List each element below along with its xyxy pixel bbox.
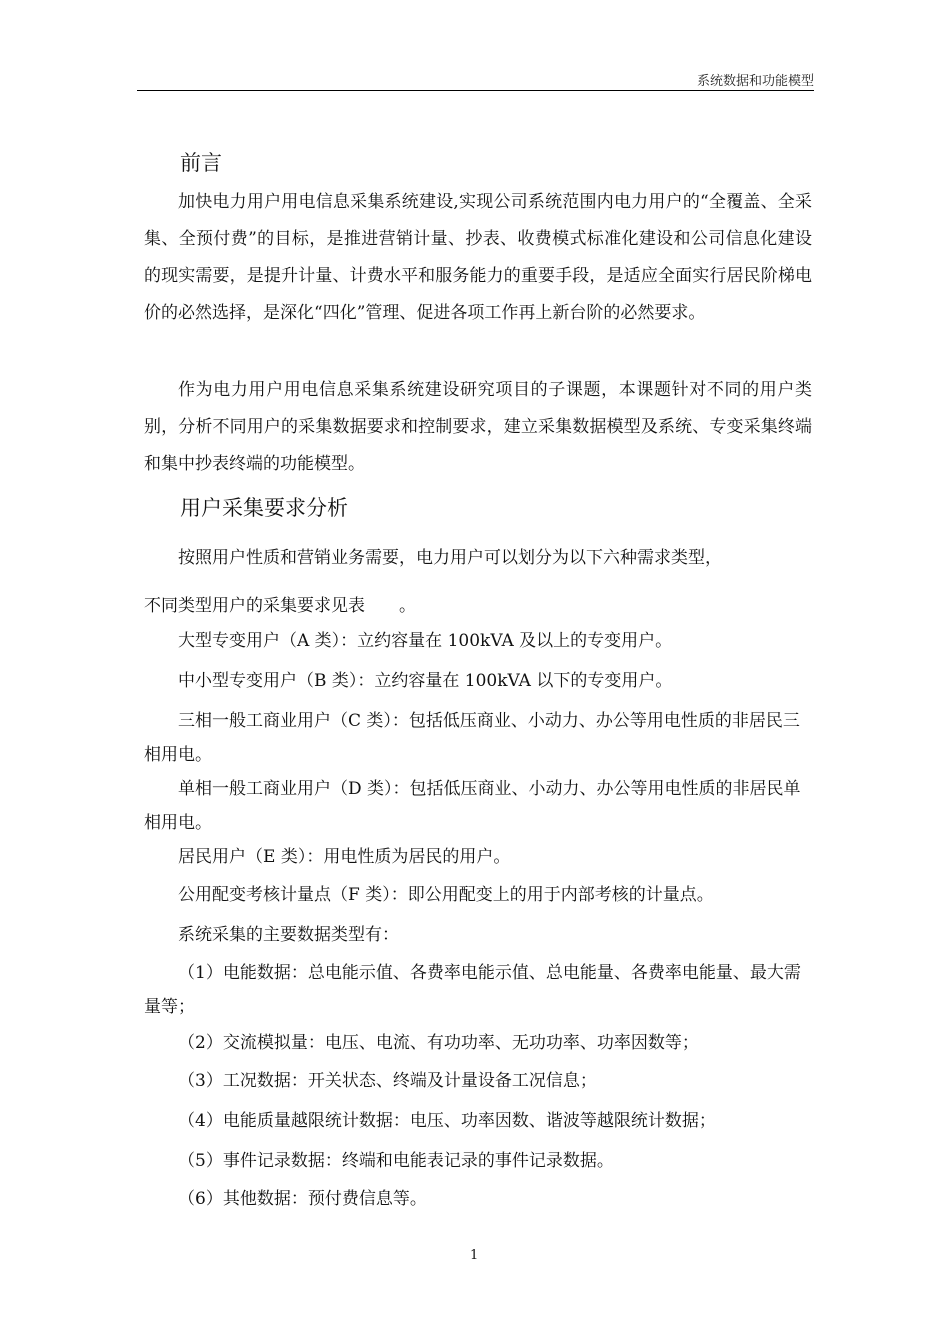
data-type-item: （4）电能质量越限统计数据：电压、功率因数、谐波等越限统计数据；	[178, 1111, 716, 1131]
user-type-item: 单相一般工商业用户（D 类）：包括低压商业、小动力、办公等用电性质的非居民单相用电。	[144, 779, 801, 833]
section-heading-preface: 前言	[180, 151, 222, 175]
user-type-item: 三相一般工商业用户（C 类）：包括低压商业、小动力、办公等用电性质的非居民三相用电。	[144, 711, 800, 765]
paragraph: 不同类型用户的采集要求见表 。	[144, 596, 416, 616]
data-type-item: （1）电能数据：总电能示值、各费率电能示值、总电能量、各费率电能量、最大需量等；	[144, 963, 801, 1017]
user-type-item: 公用配变考核计量点（F 类）：即公用配变上的用于内部考核的计量点。	[178, 885, 714, 905]
user-type-item: 居民用户（E 类）：用电性质为居民的用户。	[178, 847, 511, 867]
header-title: 系统数据和功能模型	[696, 74, 814, 89]
paragraph: 作为电力用户用电信息采集系统建设研究项目的子课题，本课题针对不同的用户类别，分析不同用户的采集数据要求和控制要求，建立采集数据模型及系统、专变采集终端和集中抄表终端的功能模型。	[144, 380, 812, 474]
section-heading-analysis: 用户采集要求分析	[180, 496, 348, 520]
page-header	[137, 62, 814, 91]
data-type-item: （3）工况数据：开关状态、终端及计量设备工况信息；	[178, 1071, 597, 1091]
paragraph: 加快电力用户用电信息采集系统建设,实现公司系统范围内电力用户的“全覆盖、全采集、全预付费”的目标，是推进营销计量、抄表、收费模式标准化建设和公司信息化建设的现实需要，是提升计量、计费水平和服务能力的重要手段，是适应全面实行居民阶梯电价的必然选择，是深化“四化”管理、促进各项工作再上新台阶的必然要求。	[144, 192, 812, 323]
data-type-item: （6）其他数据：预付费信息等。	[178, 1189, 427, 1209]
data-type-item: （2）交流模拟量：电压、电流、有功功率、无功功率、功率因数等；	[178, 1033, 699, 1053]
paragraph: 按照用户性质和营销业务需要，电力用户可以划分为以下六种需求类型，	[178, 548, 722, 568]
page-number: 1	[470, 1248, 479, 1263]
user-type-item: 中小型专变用户（B 类）：立约容量在 100kVA 以下的专变用户。	[178, 671, 673, 691]
data-type-item: （5）事件记录数据：终端和电能表记录的事件记录数据。	[178, 1151, 614, 1171]
user-type-item: 大型专变用户（A 类）：立约容量在 100kVA 及以上的专变用户。	[178, 631, 673, 651]
paragraph: 系统采集的主要数据类型有：	[178, 925, 399, 945]
